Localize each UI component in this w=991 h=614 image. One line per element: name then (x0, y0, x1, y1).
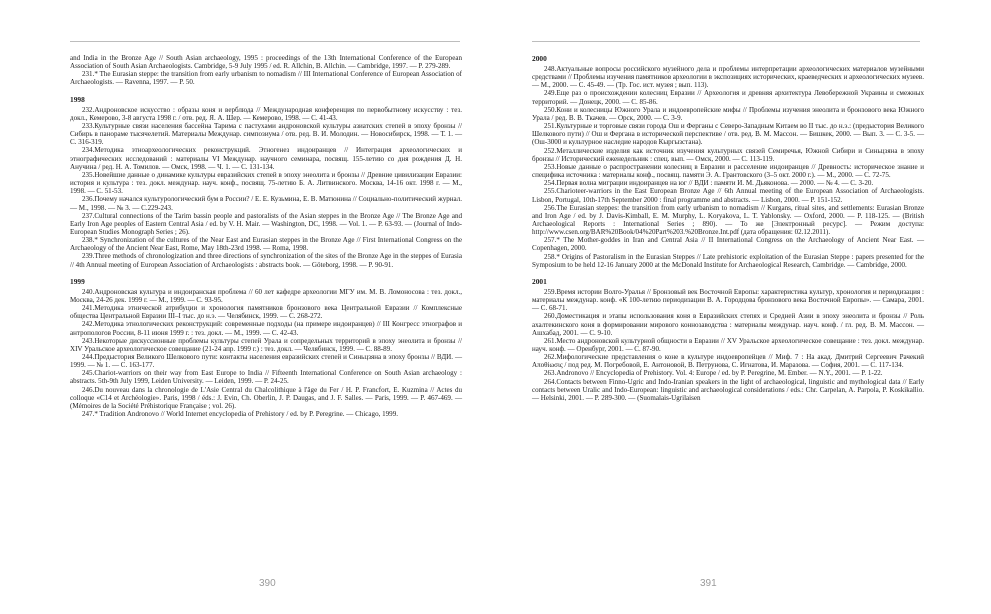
bibliography-entry: 241.Методика этнической атрибуции и хронология памятников бронзового века Центральной Евразии // Комплексные общества Центральной Евразии III–I тыс. до н.э. — Челябинск, 1999. — С. 268-272. (70, 304, 462, 321)
bibliography-entry: 232.Андроновское искусство : образы коня и верблюда // Международная конференция по первобытному искусству : тез. докл., Кемерово, 3-8 августа 1998 г. / отв. ред. Я. А. Шер. — Кемерово, 1998. — С. 41-43. (70, 105, 462, 122)
header-rule (70, 41, 460, 42)
bibliography-entry: 260.Доместикация и этапы использования коня в Евразийских степях и Средней Азии в эпоху энеолита и бронзы // Роль ахалтекинского коня в формировании мирового коннозаводства : материалы междунар. науч. конф. / гл. ред. В. М. Массон. — Ашхабад, 2001. — С. 9-10. (532, 312, 924, 337)
bibliography-entry: 239.Three methods of chronologization and three directions of synchronization of the sites of the Bronze Age in the steppes of Eurasia // 4th Annual meeting of European Association of Archaeologists : abstracts book. — Göteborg, 1998. — P. 90-91. (70, 252, 462, 269)
bibliography-entry: 246.Du nouveau dans la chronologie de L'Asie Central du Chalcolithique à l'âge du Fer / H. P. Francfort, E. Kuzmina // Actes du colloque «C14 et Archéologie». Paris, 1998 / éds.: J. Evin, Ch. Oberlin, J. P. Daugas, and J. F. Salles. — Paris, 1999. — P. 467-469. — (Mémoires de la Société Préhistorique Française ; vol. 26). (70, 385, 462, 410)
continuation-entry: and India in the Bronze Age // South Asian archaeology, 1995 : proceedings of the 13th International Conference of the European Association of South Asian Archaeologists. Cambridge, 5-9 July 1995 / ed. R. Allchin, B. Allchin. — Cambridge, 1997. — P. 279-289. (70, 54, 462, 71)
bibliography-entry: 240.Андроновская культура и индоиранская проблема // 60 лет кафедре археологии МГУ им. М. В. Ломоносова : тез. докл., Москва, 24-26 дек. 1999 г. — М., 1999. — С. 93-95. (70, 287, 462, 304)
page-number: 391 (700, 578, 717, 589)
year-heading: 2000 (532, 54, 547, 63)
bibliography-entry: 245.Chariot-warriors on their way from East Europe to India // Fifteenth International Conference on South Asian archaeology : abstracts. 5th-9th July 1999, Leiden University. — Leiden, 1999. — P. 24-25. (70, 369, 462, 386)
left-page (0, 0, 495, 614)
bibliography-entry: 253.Новые данные о распространении колесниц в Евразии и расселение индоиранцев // Древность: историческое знание и специфика источника : материалы конф., посвящ. памяти Э. А. Грантовского (3–5 окт. 2000 г.). — М., 2000. — С. 72-75. (532, 162, 924, 180)
bibliography-entry: 251.Культурные и торговые связи города Ош и Ферганы с Северо-Западным Китаем во II тыс. до н.э.: (предыстория Великого Шелкового пути) // Ош и Фергана в исторической перспективе / отв. ред. В. М. Массон. — Бишкек, 2000. — Вып. 3. — С. 3-5. — (Ош-3000 и культурное наследие народов Кыргызстана). (532, 122, 924, 147)
bibliography-entry: 242.Методика этнологических реконструкций: современные подходы (на примере индоиранцев) // III Конгресс этнографов и антропологов России, 8-11 июня 1999 г. : тез. докл. — М., 1999. — С. 42-43. (70, 320, 462, 337)
bibliography-entry: 255.Charioteer-warriors in the East European Bronze Age // 6th Annual meeting of the European Association of Archaeologists. Lisbon, Portugal, 10th-17th September 2000 : final programme and abstracts. — Lisbon, 2000. — P. 151-152. (532, 187, 924, 204)
header-rule (532, 41, 920, 42)
bibliography-entry: 249.Еще раз о происхождении колесниц Евразии // Археология и древняя архитектура Левобережной Украины и смежных территорий. — Донецк, 2000. — С. 85-86. (532, 89, 924, 106)
bibliography-entry: 236.Почему начался культурологический бум в России? / Е. Е. Кузьмина, Е. В. Матюнина // Социально-политический журнал. — М., 1998. — № 3. — С.229-243. (70, 195, 462, 212)
bibliography-entry: 244.Предыстория Великого Шелкового пути: контакты населения евразийских степей и Синьцзяна в эпоху бронзы // ВДИ. — 1999. — № 1. — С. 163-177. (70, 353, 462, 370)
bibliography-entry: 264.Contacts between Finno-Ugric and Indo-Iranian speakers in the light of archaeological, linguistic and mythological data // Early contacts between Uralic and Indo-European: linguistic and archaeological considerations / eds.: Chr. Carpelan, A. Parpola, P. Koskikallio. — Helsinki, 2001. — P. 289-300. — (Suomalais-Ugrilaisen (532, 377, 924, 402)
bibliography-entry: 247.* Tradition Andronovo // World Internet encyclopedia of Prehistory / ed. by P. Peregrine. — Chicago, 1999. (82, 410, 398, 419)
bibliography-entry: 262.Мифологические представления о коне в культуре индоевропейцев // Миф. 7 : На акад. Дмитрий Сергеевич Рачекий Απoθiωσις / под ред. М. Погребовой, Е. Антоновой, В. Петрунова, С. Игнатова, И. Маразова. — София, 2001. — С. 117-134. (532, 353, 924, 370)
bibliography-entry: 238.* Synchronization of the cultures of the Near East and Eurasian steppes in the Bronze Age // First International Congress on the Archaeology of the Ancient Near East, Rome, May 18th-23rd 1998. — Roma, 1998. (70, 236, 462, 253)
right-page (496, 0, 991, 614)
bibliography-entry: 256.The Eurasian steppes: the transition from early urbanism to nomadism // Kurgans, ritual sites, and settlements: Eurasian Bronze and Iron Age / ed. by J. Davis-Kimball, E. M. Murphy, L. Koryakova, L. T. Yablonsky. — Oxford, 2000. — P. 118-125. — (British Archaeological Reports : International Series ; 890). — То же [Электронный ресурс]. — Режим доступа: http://www.csen.org/BAR%20Book/04%20Part%203.%20Bronze.Int.pdf (дата обращения: 02.12.2011). (532, 203, 924, 237)
bibliography-entry: 252.Металлические изделия как источник изучения культурных связей Семиречья, Южной Сибири и Синьцзяна в эпоху бронзы // Исторический еженедельник : спец. вып. — Омск, 2000. — С. 113-119. (532, 146, 924, 163)
bibliography-entry: 233.Культурные связи населения бассейна Тарима с пастухами андроновской культуры азиатских степей в эпоху бронзы // Сибирь в панораме тысячелетий. Материалы Междунар. симпозиума / отв. ред. В. И. Молодин. — Новосибирск, 1998. — Т. 1. — С. 316-319. (70, 121, 462, 147)
bibliography-entry: 263.Andronovo // Encyclopedia of Prehistory. Vol. 4: Europe / ed. by P. Peregrine, M. Ember. — N.Y., 2001. — P. 1-22. (544, 369, 883, 378)
year-heading: 1998 (70, 94, 85, 104)
bibliography-entry: 254.Первая волна миграции индоиранцев на юг // ВДИ : памяти И. М. Дьяконова. — 2000. — № 4. — С. 3-20. (544, 179, 874, 188)
bibliography-column (70, 54, 462, 418)
bibliography-entry: 258.* Origins of Pastoralism in the Eurasian Steppes // Late prehistoric exploitation of the Eurasian Steppe : papers presented for the Symposium to be held 12-16 January 2000 at the McDonald Institute for Archaeological Research, Cambridge. — Cambridge, 2000. (532, 252, 924, 269)
bibliography-entry: 237.Cultural connections of the Tarim bassin people and pastoralists of the Asian steppes in the Bronze Age // The Bronze Age and Early Iron Age peoples of Eastern Central Asia / ed. by V. H. Mair. — Washington, DC, 1998. — Vol. 1. — P. 63-93. — (Journal of Indo-European Studies Monograph Series ; 26). (70, 211, 462, 236)
bibliography-column (532, 54, 924, 402)
bibliography-entry: 234.Методика этноархеологических реконструкций. Этногенез индоиранцев // Интеграция археологических и этнографических исследований : материалы VI Междунар. научного семинара, посвящ. 155-летию со дня рождения Д. Н. Анучина / ред. Н. А. Томилов. — Омск, 1998. — Ч. 1. — С. 131-134. (70, 146, 462, 171)
year-heading: 2001 (532, 276, 547, 286)
bibliography-entry: 257.* The Mother-goddes in Iran and Central Asia // II International Congress on the Archaeology of Ancient Near East. — Copenhagen, 2000. (532, 236, 924, 253)
bibliography-entry: 250.Кони и колесницы Южного Урала и индоевропейские мифы // Проблемы изучения энеолита и бронзового века Южного Урала / ред. В. В. Ткачев. — Орск, 2000. — С. 3-9. (532, 105, 924, 122)
bibliography-entry: 243.Некоторые дискуссионные проблемы культуры степей Урала и сопредельных территорий в эпоху энеолита и бронзы // XIV Уральское археологическое совещание (21-24 апр. 1999 г.) : тез. докл. — Челябинск, 1999. — С. 88-89. (70, 336, 462, 353)
bibliography-entry: 248.Актуальные вопросы российского музейного дела и проблемы интерпретации археологических материалов музейными средствами // Проблемы изучения памятников археологии в экспозициях исторических, краеведческих и археологических музеев. — М., 2000. — С. 45-49. — (Тр. Гос. ист. музея ; вып. 113). (532, 65, 924, 90)
page-number: 390 (259, 578, 276, 589)
bibliography-entry: 235.Новейшие данные о динамике культуры евразийских степей в эпоху энеолита и бронзы // Древние цивилизации Евразии: история и культура : тез. докл. междунар. науч. конф., посвящ. 75-летию Б. А. Литвинского. Москва, 14-16 окт. 1998 г. — М., 1998. — С. 51-53. (70, 170, 462, 196)
bibliography-entry: 261.Место андроновской культурной общности в Евразии // XV Уральское археологическое совещание : тез. докл. междунар. науч. конф. — Оренбург, 2001. — С. 87-90. (532, 336, 924, 353)
bibliography-entry: 259.Время истории Волго-Уралья // Бронзовый век Восточной Европы: характеристика культур, хронология и периодизация : материалы междунар. конф. «К 100-летию периодизации В. А. Городцова бронзового века Восточной Европы». — Самара, 2001. — С. 68-71. (532, 287, 924, 313)
year-heading: 1999 (70, 276, 85, 286)
bibliography-entry: 231.* The Eurasian steppe: the transition from early urbanism to nomadism // III International Conference of European Association of Archaeologists. — Ravenna, 1997. — P. 50. (70, 70, 462, 87)
